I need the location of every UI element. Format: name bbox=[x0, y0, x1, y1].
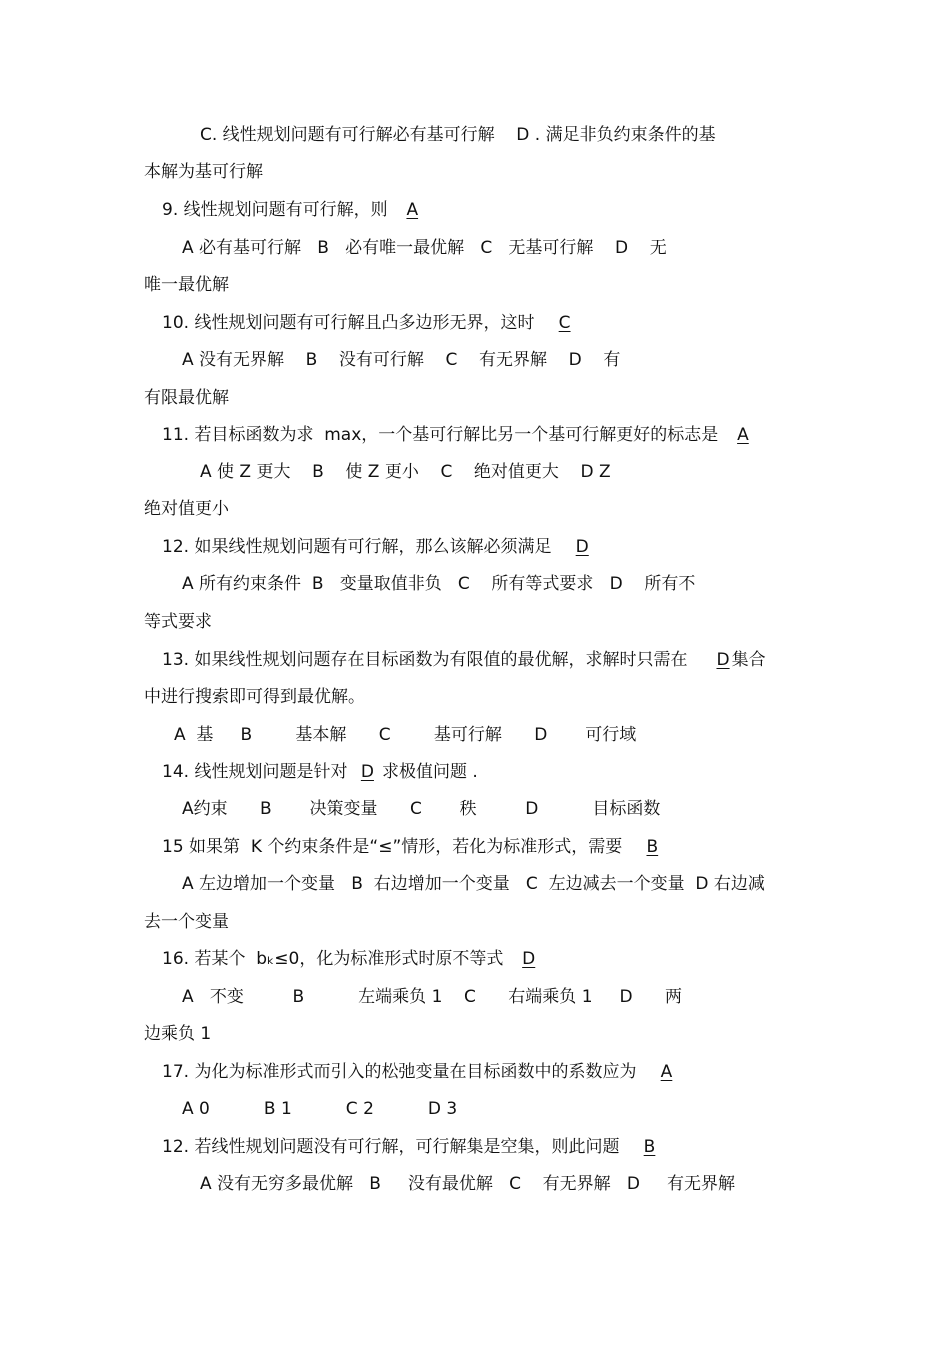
question-text: 求极值问题 . bbox=[381, 762, 478, 782]
question-17 bbox=[162, 1061, 680, 1083]
options-line: A 基 B 基本解 C 基可行解 D 可行域 bbox=[174, 725, 637, 745]
options-line: A 0 B 1 C 2 D 3 bbox=[182, 1099, 458, 1119]
question-text: 16. 若某个 bₖ≤0，化为标准形式时原不等式 bbox=[162, 949, 504, 969]
options-line: A 没有无穷多最优解 B 没有最优解 C 有无界解 D 有无界解 bbox=[200, 1174, 735, 1194]
question-12b bbox=[162, 1136, 663, 1158]
text-line: 去一个变量 bbox=[144, 912, 229, 932]
question-text: 10. 线性规划问题有可行解且凸多边形无界，这时 bbox=[162, 313, 535, 333]
question-text: 12. 如果线性规划问题有可行解，那么该解必须满足 bbox=[162, 537, 552, 557]
question-text: 12. 若线性规划问题没有可行解，可行解集是空集，则此问题 bbox=[162, 1137, 620, 1157]
options-line: A 使 Z 更大 B 使 Z 更小 C 绝对值更大 D Z bbox=[200, 462, 611, 482]
question-text: 15 如果第 K 个约束条件是“≤”情形，若化为标准形式，需要 bbox=[162, 837, 623, 857]
answer-blank: D bbox=[522, 949, 536, 969]
options-line: A 不变 B 左端乘负 1 C 右端乘负 1 D 两 bbox=[182, 987, 683, 1007]
answer-blank: B bbox=[646, 837, 659, 857]
question-text: 13. 如果线性规划问题存在目标函数为有限值的最优解，求解时只需在 bbox=[162, 650, 688, 670]
text-line: 边乘负 1 bbox=[144, 1024, 212, 1044]
question-16 bbox=[162, 948, 543, 970]
options-line: A约束 B 决策变量 C 秩 D 目标函数 bbox=[182, 799, 661, 819]
text-line: C. 线性规划问题有可行解必有基可行解 D . 满足非负约束条件的基 bbox=[200, 125, 716, 145]
answer-blank: B bbox=[643, 1137, 656, 1157]
question-text: 11. 若目标函数为求 max，一个基可行解比另一个基可行解更好的标志是 bbox=[162, 425, 719, 445]
question-14 bbox=[162, 761, 478, 783]
question-text: 集合 bbox=[731, 650, 766, 670]
text-line: 有限最优解 bbox=[144, 388, 229, 408]
answer-blank: A bbox=[660, 1062, 673, 1082]
question-text: 17. 为化为标准形式而引入的松弛变量在目标函数中的系数应为 bbox=[162, 1062, 637, 1082]
text-line: 中进行搜索即可得到最优解。 bbox=[144, 687, 365, 707]
options-line: A 所有约束条件 B 变量取值非负 C 所有等式要求 D 所有不 bbox=[182, 574, 696, 594]
answer-blank: D bbox=[716, 650, 730, 670]
options-line: A 没有无界解 B 没有可行解 C 有无界解 D 有 bbox=[182, 350, 621, 370]
question-11 bbox=[162, 424, 757, 446]
text-line: 本解为基可行解 bbox=[144, 162, 263, 182]
question-13 bbox=[162, 649, 766, 671]
text-line: 绝对值更小 bbox=[144, 499, 229, 519]
question-text: 9. 线性规划问题有可行解，则 bbox=[162, 200, 388, 220]
question-9 bbox=[162, 199, 426, 221]
answer-blank: A bbox=[406, 200, 419, 220]
options-line: A 必有基可行解 B 必有唯一最优解 C 无基可行解 D 无 bbox=[182, 238, 667, 258]
question-text: 14. 线性规划问题是针对 bbox=[162, 762, 348, 782]
text-line: 等式要求 bbox=[144, 612, 212, 632]
question-15 bbox=[162, 836, 666, 858]
options-line: A 左边增加一个变量 B 右边增加一个变量 C 左边减去一个变量 D 右边减 bbox=[182, 874, 765, 894]
question-12 bbox=[162, 536, 597, 558]
answer-blank: D bbox=[575, 537, 589, 557]
text-line: 唯一最优解 bbox=[144, 275, 229, 295]
answer-blank: A bbox=[737, 425, 749, 445]
answer-blank: C bbox=[558, 313, 571, 333]
answer-blank: D bbox=[360, 762, 374, 782]
question-10 bbox=[162, 312, 579, 334]
